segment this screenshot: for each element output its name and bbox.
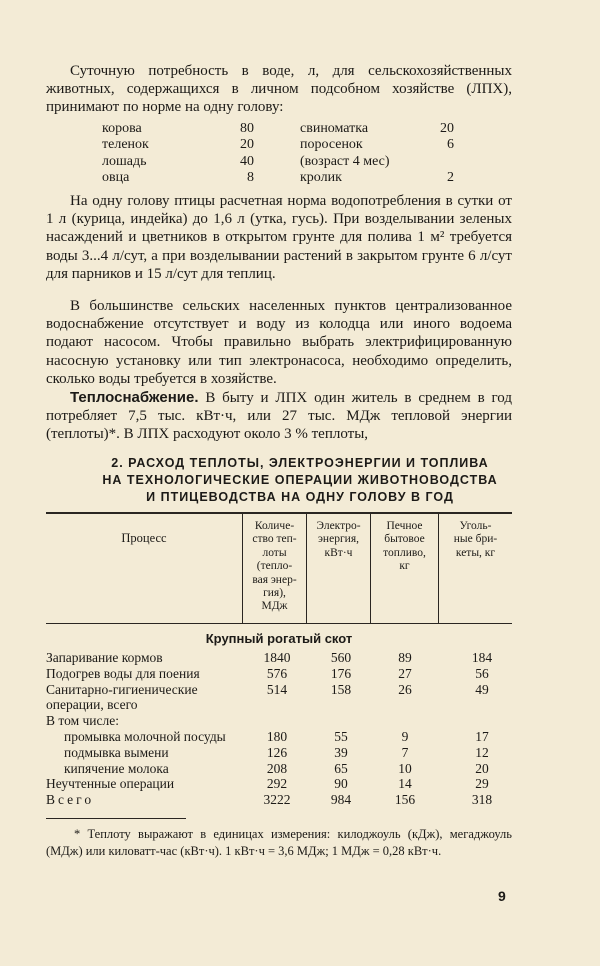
header-coal: Уголь- ные бри- кеты, кг xyxy=(438,514,512,623)
page-number: 9 xyxy=(498,888,506,904)
norm-row xyxy=(102,170,462,186)
row-label-line: операции, всего xyxy=(46,697,138,713)
table-row xyxy=(46,682,512,714)
header-process: Процесс xyxy=(121,531,167,545)
row-label-line: Санитарно-гигиенические xyxy=(46,681,198,697)
caption-line: НА ТЕХНОЛОГИЧЕСКИЕ ОПЕРАЦИИ ЖИВОТНОВОДСТВА xyxy=(102,473,498,487)
cell-coal: 17 xyxy=(475,728,489,744)
cell-stove-fuel: 9 xyxy=(401,728,409,744)
cell-coal: 49 xyxy=(475,681,489,697)
table-row xyxy=(46,666,512,682)
table-caption xyxy=(60,455,540,506)
norm-row xyxy=(102,121,462,137)
cell-heat: 1840 xyxy=(263,650,291,665)
cell-electricity: 65 xyxy=(334,760,348,776)
cell-stove-fuel: 27 xyxy=(398,665,412,681)
table-row xyxy=(46,713,512,729)
norm-animal: кролик xyxy=(300,170,342,186)
header-electricity: Электро- энергия, кВт·ч xyxy=(306,514,370,623)
table-row xyxy=(46,729,512,745)
table-header-rule xyxy=(46,623,512,624)
norm-value: 80 xyxy=(240,121,254,136)
cell-stove-fuel: 14 xyxy=(398,776,412,792)
row-label: В том числе: xyxy=(46,713,119,729)
table-row xyxy=(46,761,512,777)
cell-electricity: 176 xyxy=(330,665,352,681)
row-label: Запаривание кормов xyxy=(46,650,163,665)
paragraph-poultry-irrigation: На одну голову птицы расчетная норма водопотребления в сутки от 1 л (курица, индейка) до 1,6 л (утка, гусь). При возделывании зеленых насаждений и цветников в открытом грунте для полива 1 м² требуется воды 3...4 л/сут, а при возделывании растений в закрытом грунте 6 л/сут для парников и 15 л/сут для теплиц. xyxy=(46,193,512,282)
paragraph-water-supply: В большинстве сельских населенных пунктов централизованное водоснабжение отсутствует и воду из колодца или иного водоема подают насосом. Чтобы правильно выбрать электрифицированную насосную установку или тип электронасоса, необходимо определить, сколько воды требуется в хозяйстве. xyxy=(46,298,512,387)
cell-stove-fuel: 7 xyxy=(401,744,409,760)
cell-electricity: 158 xyxy=(330,681,352,697)
table-row xyxy=(46,745,512,761)
cell-electricity: 984 xyxy=(330,792,352,808)
norm-animal: овца xyxy=(102,170,130,186)
animal-water-norms-list xyxy=(102,121,462,187)
footnote-rule xyxy=(46,818,186,819)
norm-animal: лошадь xyxy=(102,153,147,169)
row-label: подмывка вымени xyxy=(64,744,169,760)
caption-line: И ПТИЦЕВОДСТВА НА ОДНУ ГОЛОВУ В ГОД xyxy=(146,490,454,504)
heat-supply-heading: Теплоснабжение. xyxy=(70,389,199,406)
cell-coal: 29 xyxy=(475,776,489,792)
cell-electricity: 90 xyxy=(334,776,348,792)
table-header xyxy=(46,514,512,623)
cell-electricity: 55 xyxy=(334,728,348,744)
row-label: промывка молочной посуды xyxy=(64,728,226,744)
row-label: кипячение молока xyxy=(64,760,169,776)
norm-value: 2 xyxy=(447,170,454,186)
cell-stove-fuel: 10 xyxy=(398,760,412,776)
cell-coal: 184 xyxy=(471,650,493,665)
cell-electricity: 560 xyxy=(330,650,352,665)
norm-value: 40 xyxy=(240,153,254,169)
norm-value: 6 xyxy=(447,137,454,153)
norm-animal: свиноматка xyxy=(300,121,369,136)
cell-stove-fuel: 26 xyxy=(398,681,412,697)
table-row-total xyxy=(46,792,512,808)
cell-coal: 318 xyxy=(471,792,493,808)
norm-animal: (возраст 4 мес) xyxy=(300,153,390,169)
table-row xyxy=(46,650,512,666)
header-stove-fuel: Печное бытовое топливо, кг xyxy=(370,514,438,623)
table-row xyxy=(46,776,512,792)
row-label: Неучтенные операции xyxy=(46,776,175,792)
caption-line: 2. РАСХОД ТЕПЛОТЫ, ЭЛЕКТРОЭНЕРГИИ И ТОПЛИВА xyxy=(111,456,489,470)
cell-heat: 292 xyxy=(266,776,288,792)
norm-value: 20 xyxy=(240,137,254,153)
paragraph-water-needs: Суточную потребность в воде, л, для сельскохозяйственных животных, содержащихся в личном подсобном хозяйстве (ЛПХ), принимают по норме на одну голову: xyxy=(46,63,512,116)
heat-supply-text: В быту и ЛПХ один житель в среднем в год потребляет 7,5 тыс. кВт·ч, или 27 тыс. МДж тепловой энергии (теплоты)*. В ЛПХ расходуют около 3 % теплоты, xyxy=(46,390,512,443)
cell-coal: 20 xyxy=(475,760,489,776)
norm-row xyxy=(102,137,462,153)
norm-animal: корова xyxy=(102,121,142,136)
footnote: * Теплоту выражают в единицах измерения: килоджоуль (кДж), мегаджоуль (МДж) или киловатт-час (кВт·ч). 1 кВт·ч = 3,6 МДж; 1 МДж = 0,28 кВт·ч. xyxy=(46,827,512,858)
cell-heat: 208 xyxy=(266,760,288,776)
norm-value: 20 xyxy=(440,121,454,136)
norm-animal: теленок xyxy=(102,137,149,153)
cell-heat: 576 xyxy=(266,665,288,681)
cell-heat: 514 xyxy=(266,681,288,697)
cell-stove-fuel: 89 xyxy=(398,650,412,665)
cell-heat: 126 xyxy=(266,744,288,760)
norm-value: 8 xyxy=(247,170,254,186)
cell-stove-fuel: 156 xyxy=(394,792,416,808)
row-label: Всего xyxy=(46,792,95,808)
header-heat: Количе- ство теп- лоты (тепло- вая энер- гия), МДж xyxy=(242,514,306,623)
row-label xyxy=(46,682,246,714)
table-body xyxy=(46,650,512,808)
cell-heat: 180 xyxy=(266,728,288,744)
cell-coal: 12 xyxy=(475,744,489,760)
table-section-title: Крупный рогатый скот xyxy=(205,631,353,646)
norm-row xyxy=(102,154,462,170)
paragraph-heat-supply xyxy=(46,389,512,444)
cell-electricity: 39 xyxy=(334,744,348,760)
row-label: Подогрев воды для поения xyxy=(46,665,200,681)
cell-coal: 56 xyxy=(475,665,489,681)
cell-heat: 3222 xyxy=(263,792,291,808)
norm-animal: поросенок xyxy=(300,137,363,153)
